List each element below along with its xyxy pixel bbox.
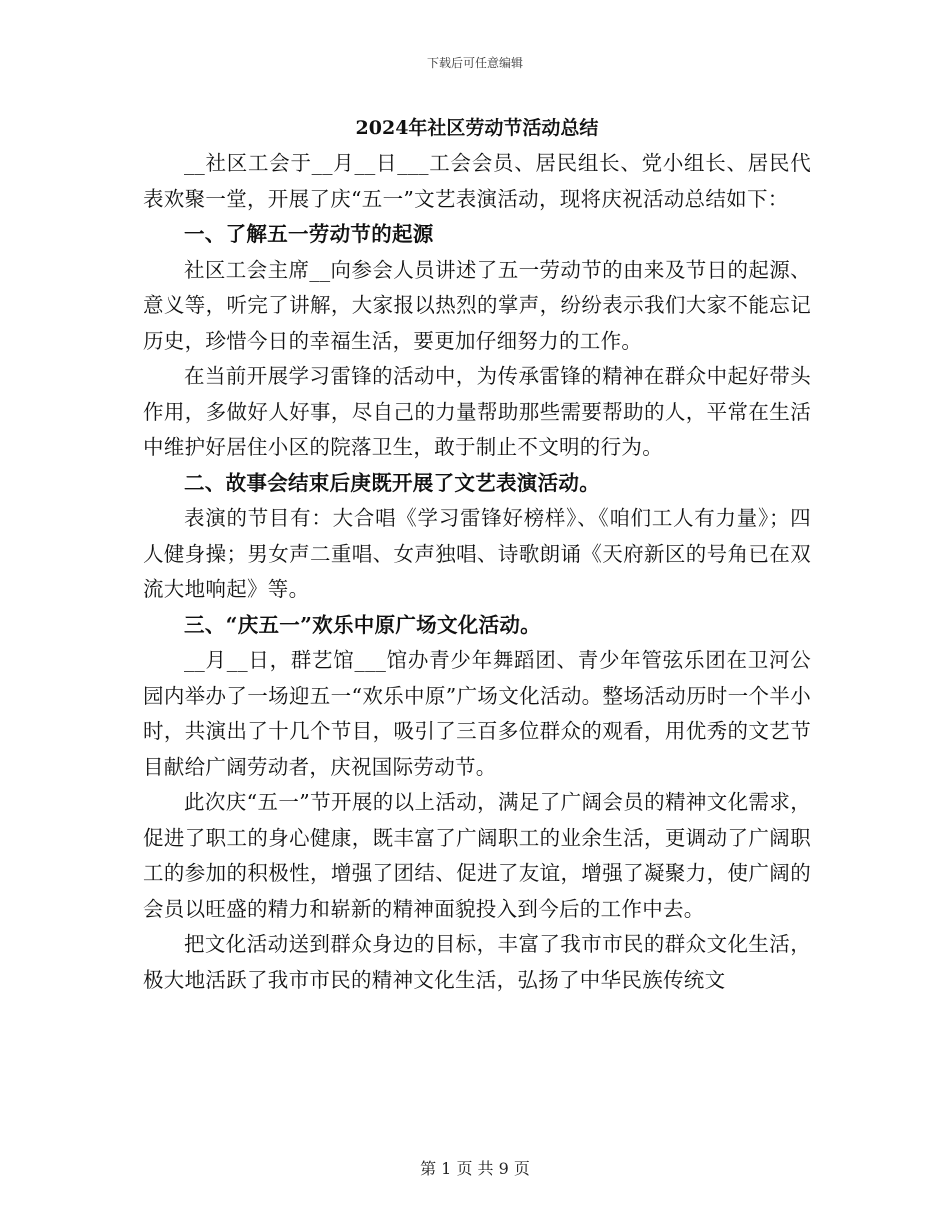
page-number: 第 1 页 共 9 页 <box>420 1159 530 1178</box>
header-note: 下载后可任意编辑 <box>426 56 523 70</box>
section-3-paragraph-3: 把文化活动送到群众身边的目标，丰富了我市市民的群众文化生活，极大地活跃了我市市民的精神文化生活，弘扬了中华民族传统文 <box>143 932 811 992</box>
section-3-heading: 三、“庆五一”欢乐中原广场文化活动。 <box>184 612 541 637</box>
page-title: 2024年社区劳动节活动总结 <box>355 117 599 139</box>
section-2-paragraph-1: 表演的节目有：大合唱《学习雷锋好榜样》、《咱们工人有力量》；四人健身操；男女声二重唱、女声独唱、诗歌朗诵《天府新区的号角已在双流大地响起》等。 <box>143 506 811 601</box>
section-1-paragraph-1: 社区工会主席__向参会人员讲述了五一劳动节的由来及节日的起源、意义等，听完了讲解，大家报以热烈的掌声，纷纷表示我们大家不能忘记历史，珍惜今日的幸福生活，要更加仔细努力的工作。 <box>143 257 811 353</box>
intro-paragraph: __社区工会于__月__日___工会会员、居民组长、党小组长、居民代表欢聚一堂，开展了庆“五一”文艺表演活动，现将庆祝活动总结如下： <box>143 151 811 211</box>
document-body <box>143 112 811 998</box>
section-3-paragraph-1: __月__日，群艺馆___馆办青少年舞蹈团、青少年管弦乐团在卫河公园内举办了一场迎五一“欢乐中原”广场文化活动。整场活动历时一个半小时，共演出了十几个节目，吸引了三百多位群众的观看，用优秀的文艺节目献给广阔劳动者，庆祝国际劳动节。 <box>143 648 811 779</box>
section-2-heading: 二、故事会结束后庚既开展了文艺表演活动。 <box>184 470 600 495</box>
section-3-paragraph-2: 此次庆“五一”节开展的以上活动，满足了广阔会员的精神文化需求，促进了职工的身心健康，既丰富了广阔职工的业余生活，更调动了广阔职工的参加的积极性，增强了团结、促进了友谊，增强了凝聚力，使广阔的会员以旺盛的精力和崭新的精神面貌投入到今后的工作中去。 <box>143 790 811 921</box>
section-1-paragraph-2: 在当前开展学习雷锋的活动中，为传承雷锋的精神在群众中起好带头作用，多做好人好事，尽自己的力量帮助那些需要帮助的人，平常在生活中维护好居住小区的院落卫生，敢于制止不文明的行为。 <box>143 364 811 459</box>
section-1-heading: 一、了解五一劳动节的起源 <box>184 222 434 246</box>
